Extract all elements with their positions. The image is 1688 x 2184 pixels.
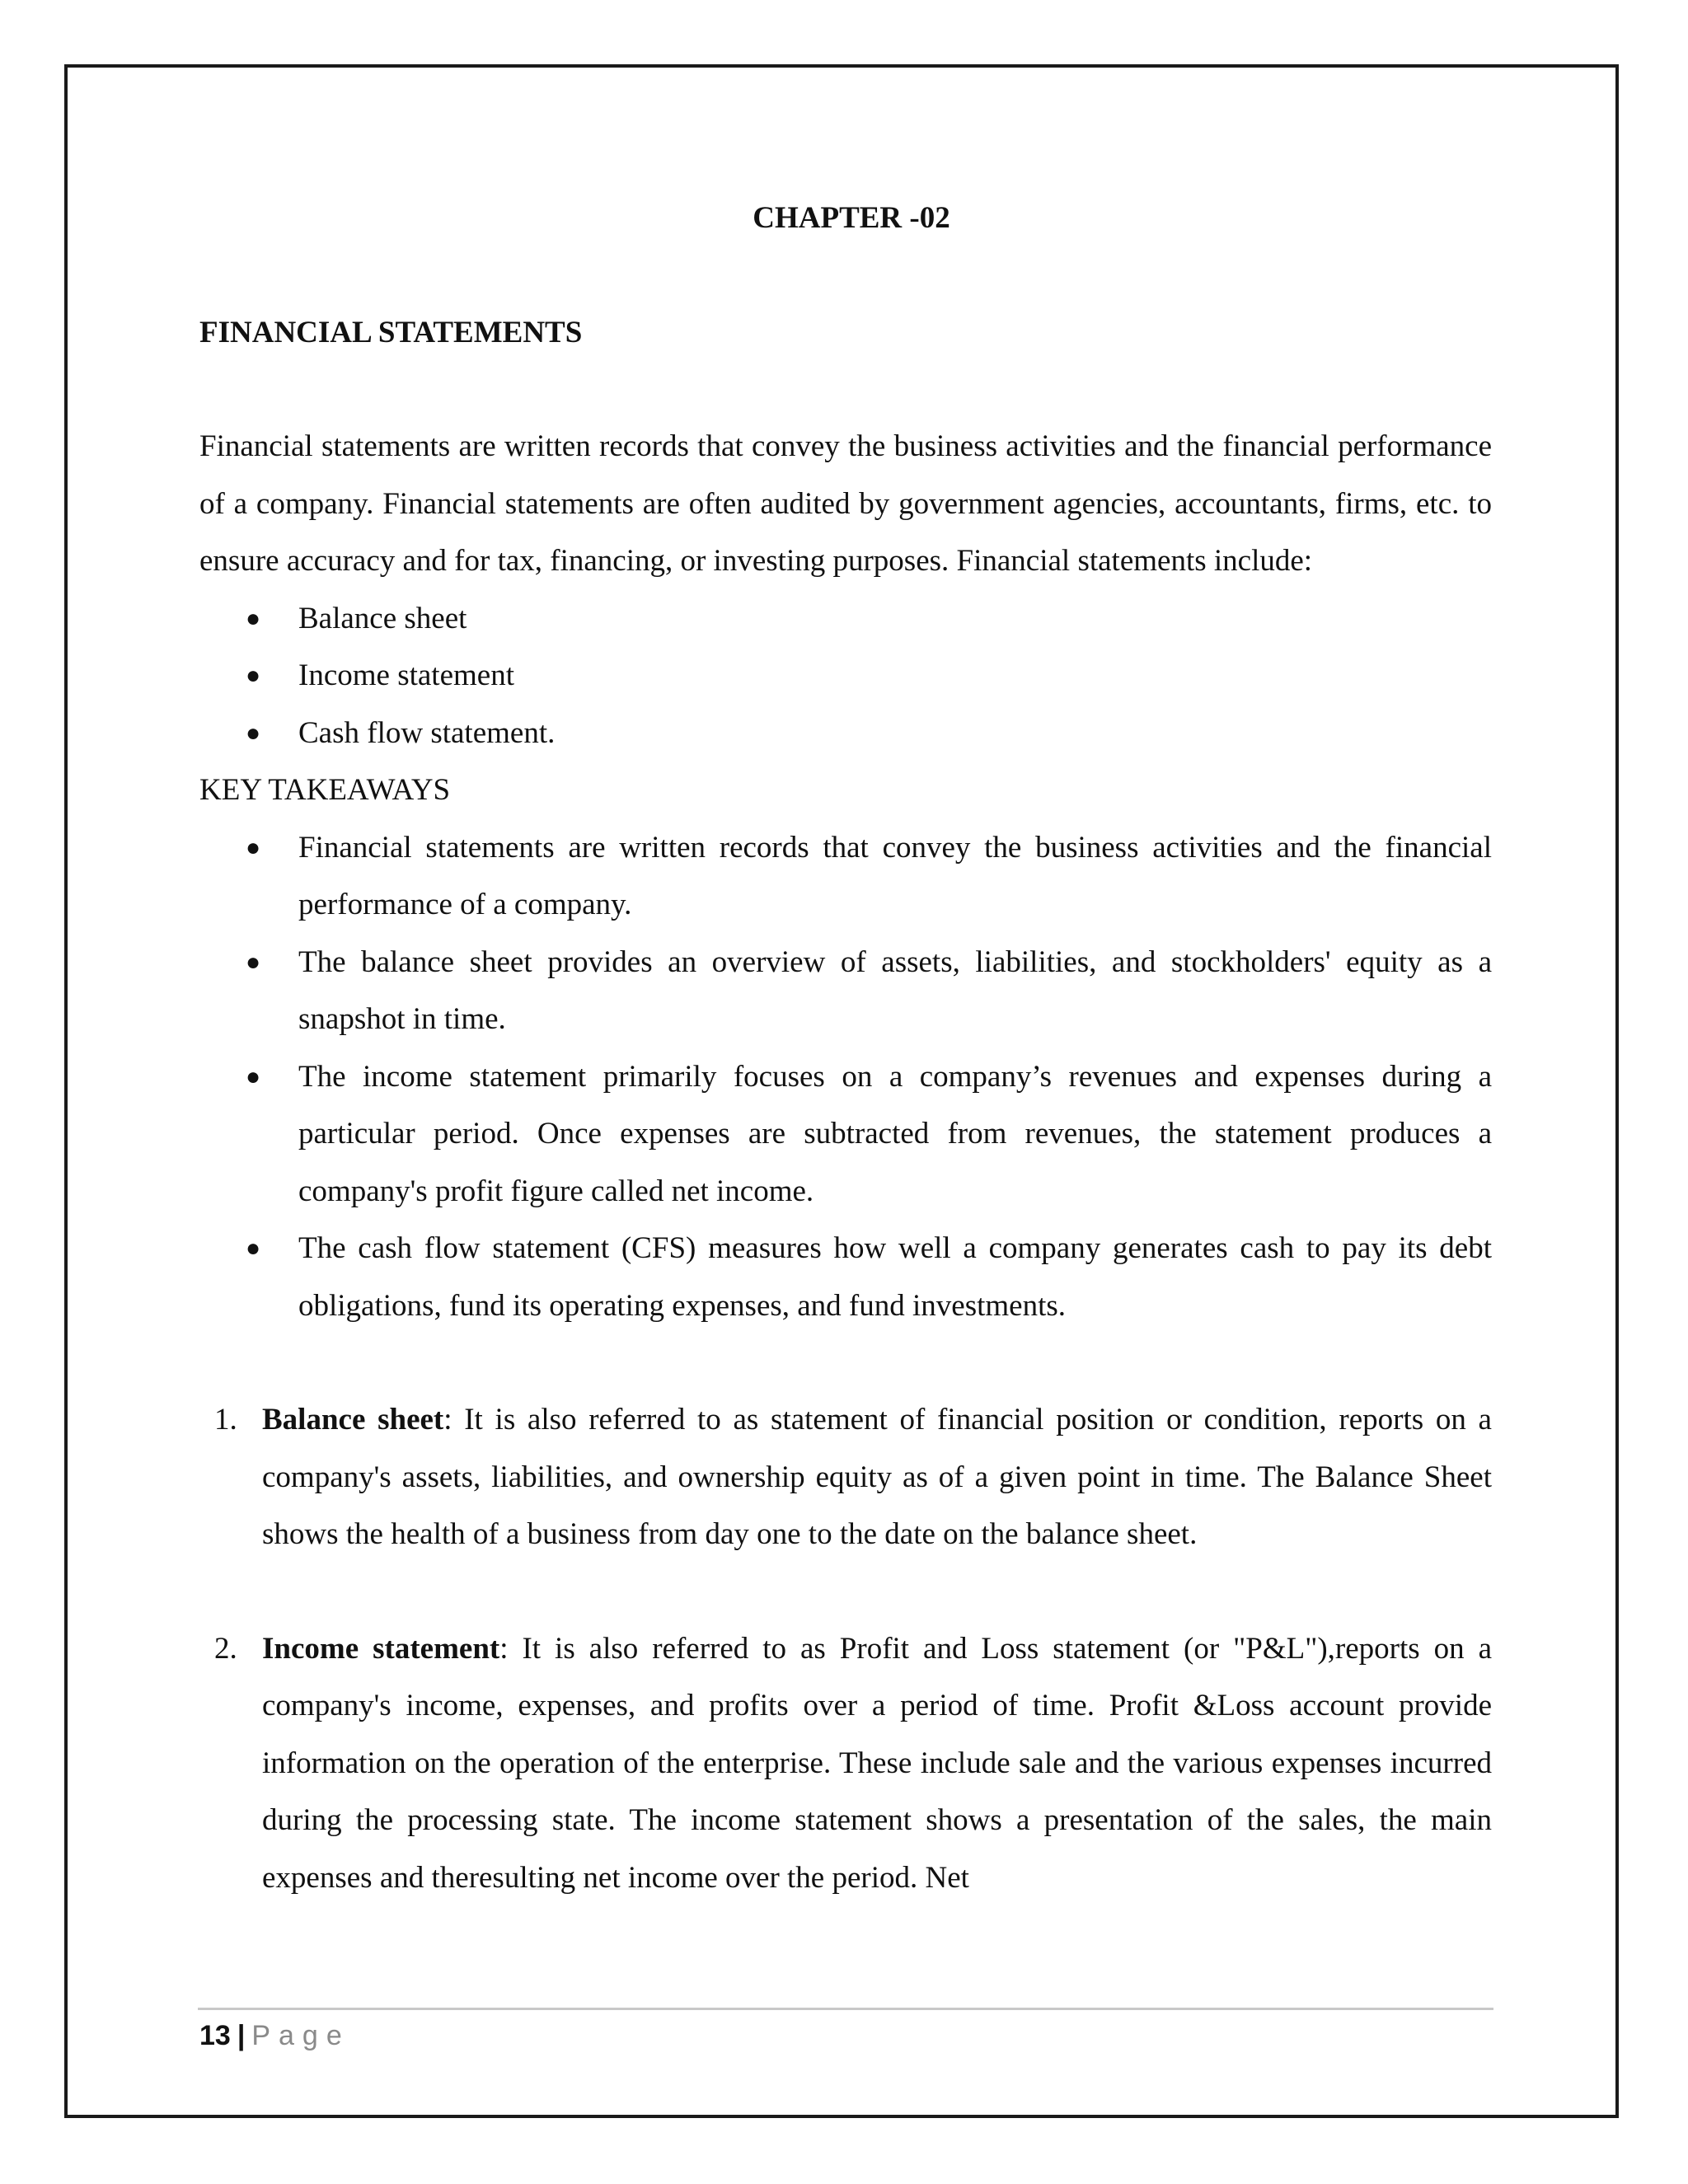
key-takeaways-label: KEY TAKEAWAYS: [199, 773, 451, 807]
bullet-icon: ●: [246, 662, 261, 689]
list-item-text: The cash flow statement (CFS) measures how well a company generates cash to pay its debt obligations, fund its operating expenses, and fund investments.: [298, 1231, 1492, 1323]
definition-item: [199, 1391, 1492, 1563]
bullet-icon: ●: [246, 1062, 261, 1090]
bullet-icon: ●: [246, 1235, 261, 1262]
list-item: [199, 1048, 1492, 1221]
list-item: [199, 934, 1492, 1048]
item-number: 1.: [214, 1403, 237, 1436]
item-term: Balance sheet: [262, 1403, 444, 1436]
item-number: 2.: [214, 1631, 237, 1666]
bullet-icon: ●: [246, 604, 261, 632]
list-item: [199, 705, 1492, 762]
bullet-icon: ●: [246, 719, 261, 747]
page-footer: [199, 2014, 350, 2057]
list-item: [199, 590, 1492, 648]
list-item-text: Balance sheet: [298, 601, 467, 635]
list-item-text: Income statement: [298, 658, 514, 692]
list-item-text: Financial statements are written records that convey the business activities and the financial performance of a company.: [298, 830, 1492, 921]
bullet-icon: ●: [246, 948, 261, 976]
chapter-heading: CHAPTER -02: [753, 201, 950, 235]
definition-item: [199, 1620, 1492, 1907]
list-item-text: The income statement primarily focuses on a company’s revenues and expenses during a particular period. Once expenses are subtracted from revenues, the statement produces a company's profit figure called net income.: [298, 1059, 1492, 1208]
intro-paragraph: Financial statements are written records that convey the business activities and the financial performance of a company. Financial statements are often audited by government agencies, accountants, firms, etc. to ensure accuracy and for tax, financing, or investing purposes. Financial statements include:: [199, 429, 1492, 578]
footer-separator: |: [237, 2020, 246, 2051]
page-number: 13: [199, 2020, 231, 2051]
footer-rule: [198, 2008, 1493, 2010]
list-item: [199, 819, 1492, 934]
page-content: [199, 190, 1492, 1963]
page-word: Page: [251, 2020, 350, 2051]
list-item-text: The balance sheet provides an overview of assets, liabilities, and stockholders' equity as a snapshot in time.: [298, 944, 1492, 1036]
item-term: Income statement: [262, 1631, 500, 1666]
item-text: : It is also referred to as Profit and Loss statement (or "P&L"),reports on a company's income, expenses, and profits over a period of time. Profit &Loss account provide information on the operation of the enterprise. These include sale and the various expenses incurred during the processing state. The income statement shows a presentation of the sales, the main expenses and theresulting net income over the period. Net: [262, 1631, 1492, 1895]
list-item: [199, 647, 1492, 705]
item-text: : It is also referred to as statement of financial position or condition, reports on a company's assets, liabilities, and ownership equity as of a given point in time. The Balance Sheet shows the health of a business from day one to the date on the balance sheet.: [262, 1403, 1492, 1551]
statement-definitions-list: [199, 1391, 1492, 1906]
bullet-icon: ●: [246, 833, 261, 861]
section-title: FINANCIAL STATEMENTS: [199, 315, 583, 349]
list-item-text: Cash flow statement.: [298, 715, 556, 750]
includes-list: [199, 590, 1492, 762]
takeaways-list: [199, 819, 1492, 1335]
list-item: [199, 1220, 1492, 1334]
